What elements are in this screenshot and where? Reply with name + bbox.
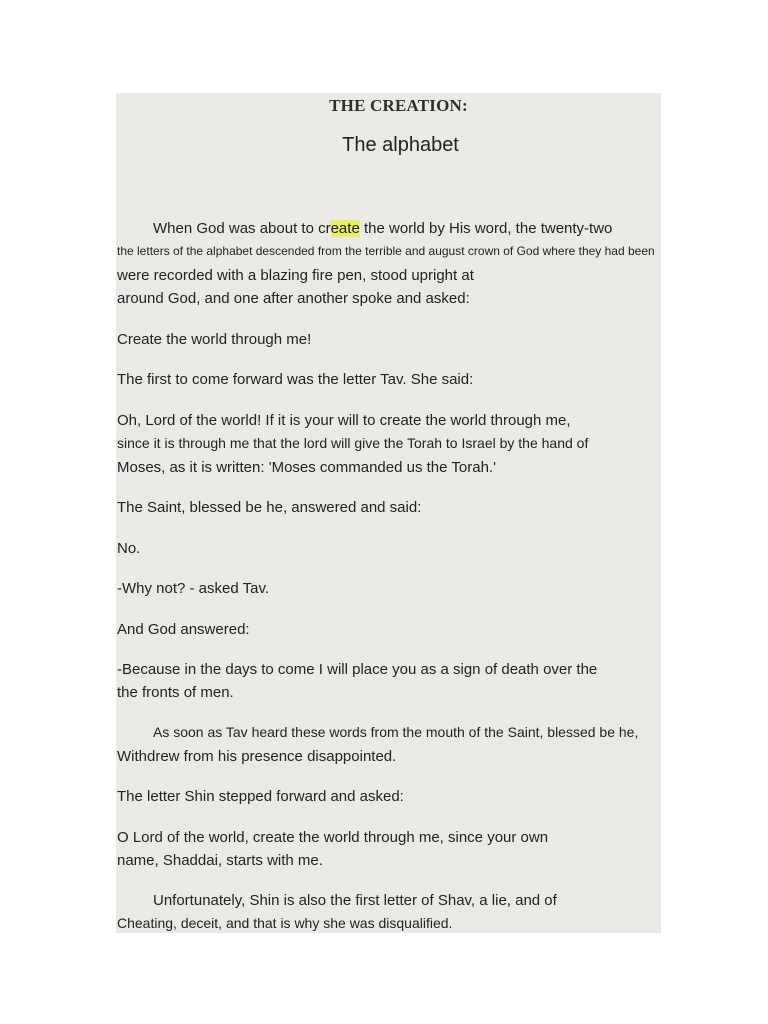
text-line: the letters of the alphabet descended from the terrible and august crown of God where they had been — [117, 244, 655, 258]
text-line: around God, and one after another spoke and asked: — [117, 290, 470, 307]
text-line: the fronts of men. — [117, 684, 234, 701]
text-line: Cheating, deceit, and that is why she was disqualified. — [117, 915, 453, 931]
text-line: Unfortunately, Shin is also the first letter of Shav, a lie, and of — [153, 892, 557, 909]
text-line: Withdrew from his presence disappointed. — [117, 748, 397, 765]
document-subtitle: The alphabet — [342, 134, 459, 156]
text-line: O Lord of the world, create the world through me, since your own — [117, 829, 549, 846]
text-line: As soon as Tav heard these words from the mouth of the Saint, blessed be he, — [153, 724, 639, 740]
text-line: The first to come forward was the letter Tav. She said: — [117, 371, 474, 388]
text-line: -Because in the days to come I will place you as a sign of death over the — [117, 661, 598, 678]
text-line: When God was about to create the world by His word, the twenty-two — [153, 220, 613, 237]
document-title: THE CREATION: — [329, 96, 468, 115]
document-page — [116, 93, 661, 933]
text-line: since it is through me that the lord will give the Torah to Israel by the hand of — [117, 435, 589, 451]
text-line: name, Shaddai, starts with me. — [117, 852, 323, 869]
highlighted-text: eate — [330, 220, 360, 237]
text-line: And God answered: — [117, 621, 250, 638]
text-line: -Why not? - asked Tav. — [117, 580, 270, 597]
text-line: The letter Shin stepped forward and asked: — [117, 788, 404, 805]
text-line: Oh, Lord of the world! If it is your will to create the world through me, — [117, 412, 571, 429]
text-line: No. — [117, 540, 141, 557]
text-line: The Saint, blessed be he, answered and said: — [117, 499, 422, 516]
text-line: Create the world through me! — [117, 331, 312, 348]
text-line: Moses, as it is written: 'Moses commanded us the Torah.' — [117, 459, 496, 476]
text-line: were recorded with a blazing fire pen, stood upright at — [117, 267, 474, 284]
